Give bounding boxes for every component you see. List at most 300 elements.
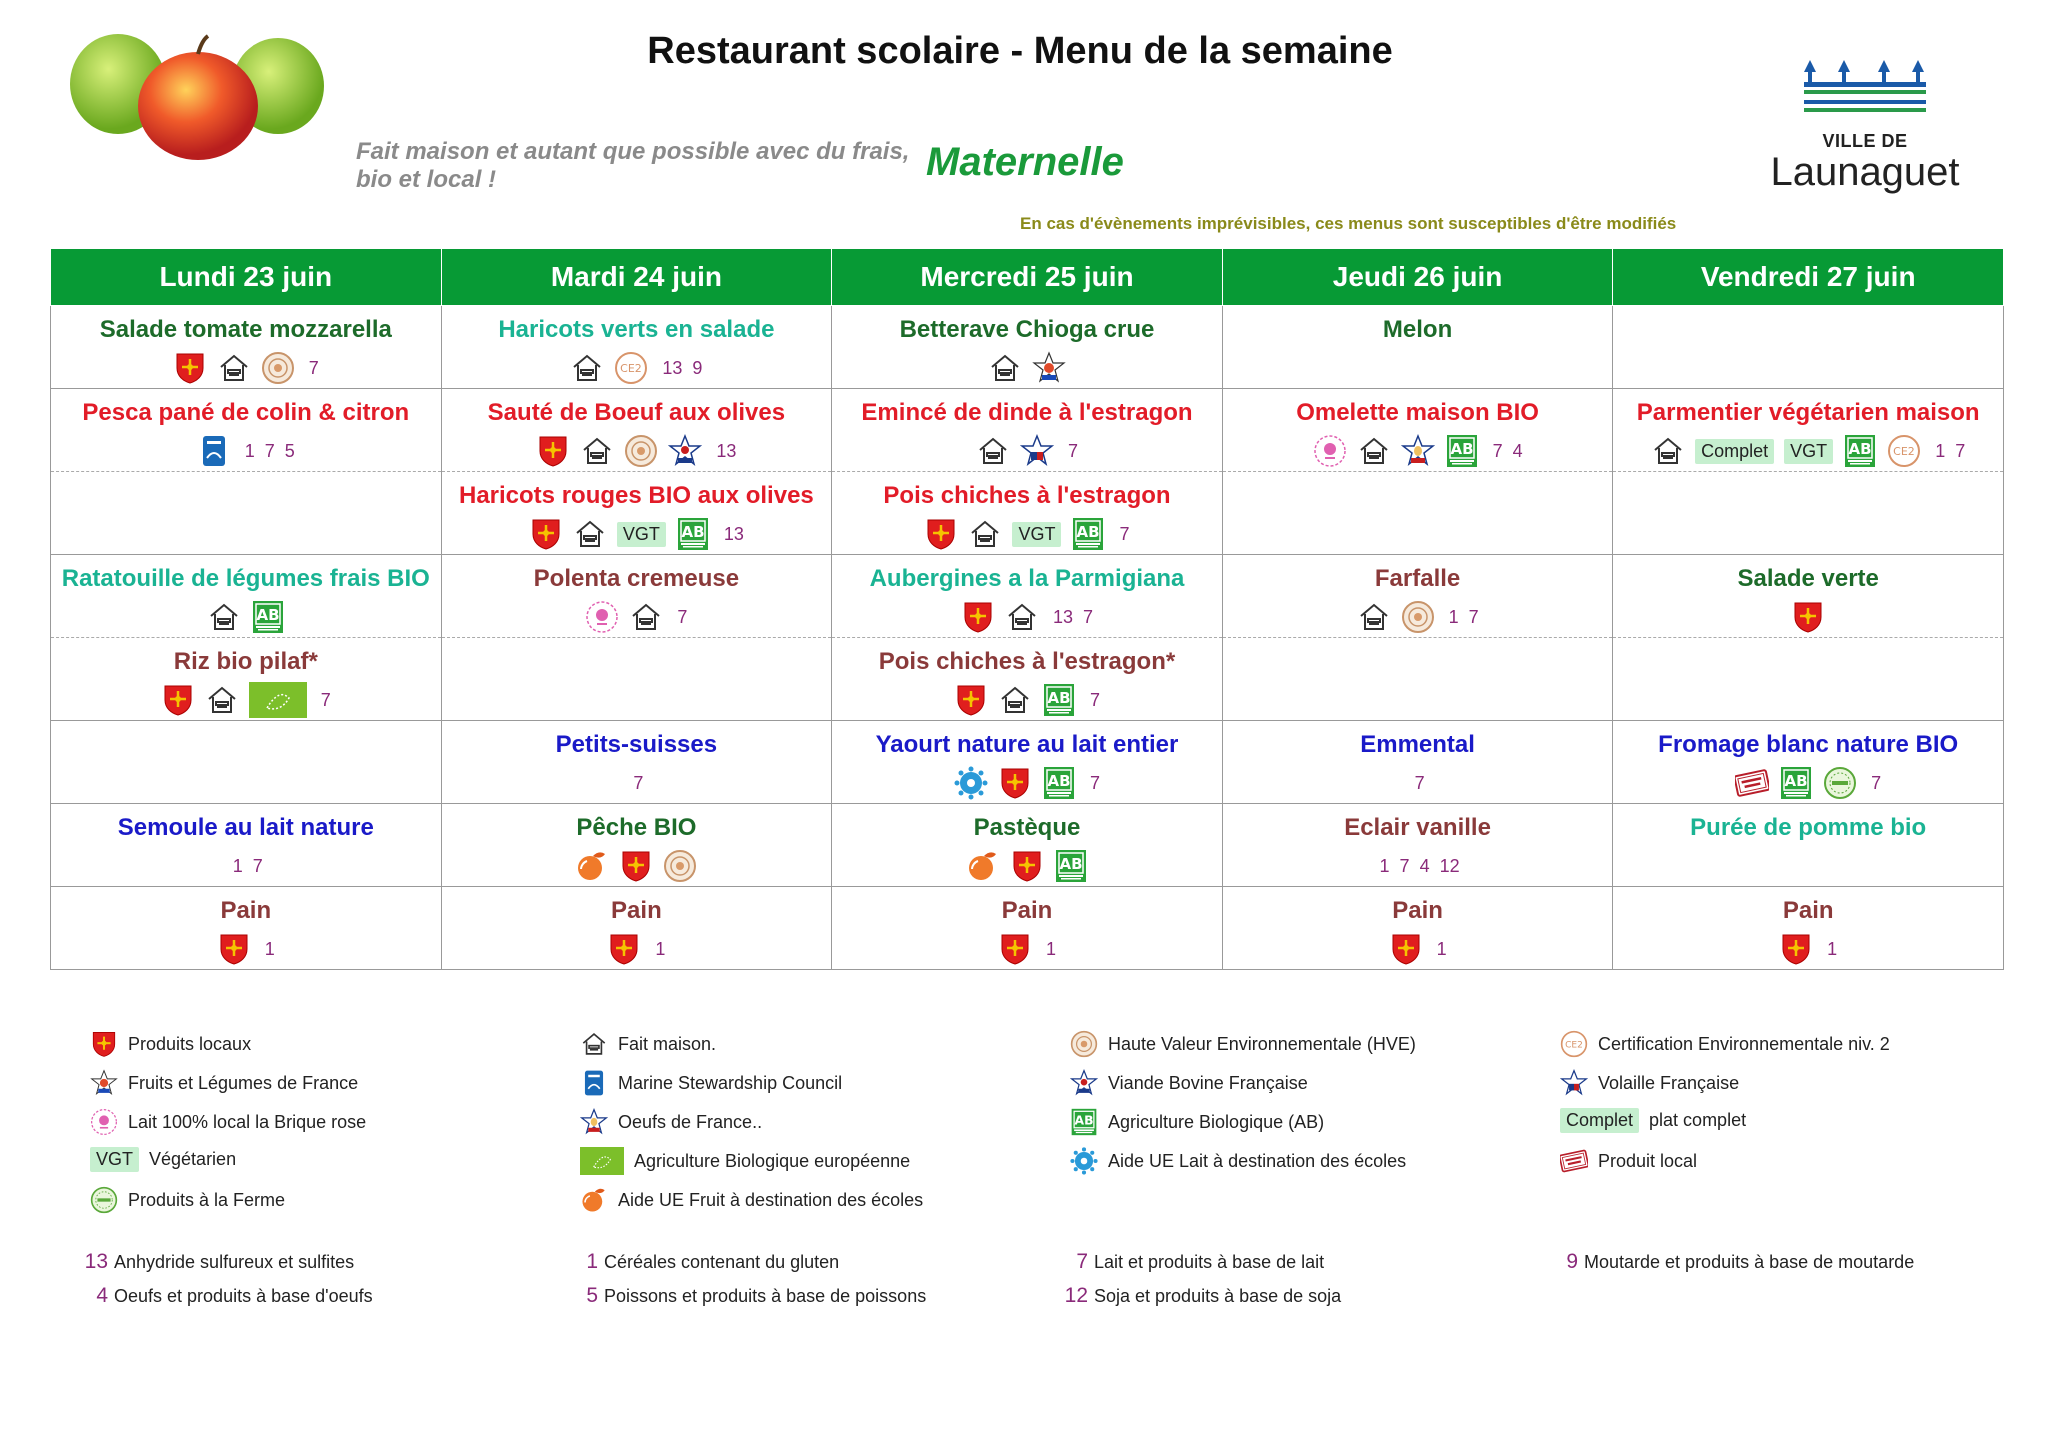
- legend-item: [90, 1108, 366, 1136]
- menu-cell: [1222, 638, 1613, 721]
- vgt-tag: VGT: [1784, 439, 1833, 464]
- school-level: Maternelle: [926, 140, 1124, 184]
- dish-name: Pois chiches à l'estragon: [883, 482, 1171, 509]
- svg-text:AB: AB: [1784, 772, 1808, 790]
- eu-organic-leaf-icon: [580, 1147, 624, 1175]
- dish-name: Salade verte: [1737, 565, 1879, 592]
- complet-tag: Complet: [1695, 439, 1774, 464]
- allergen-legend-item: [1554, 1250, 1914, 1274]
- dish-labels: [1613, 763, 2003, 803]
- allergen-legend-item: [574, 1250, 839, 1274]
- allergen-number: 1: [586, 1250, 598, 1273]
- dish-labels: [1613, 846, 2003, 886]
- allergen-legend-item: [84, 1250, 354, 1274]
- aide-fruit-icon: [580, 1186, 608, 1214]
- menu-cell: [832, 638, 1223, 721]
- dish-name: Salade tomate mozzarella: [99, 316, 392, 343]
- allergen-codes: 7: [677, 606, 688, 627]
- menu-row: [51, 804, 2004, 887]
- legend-label: Fruits et Légumes de France: [128, 1072, 359, 1093]
- menu-row: [51, 721, 2004, 804]
- allergen-label: Poissons et produits à base de poissons: [604, 1285, 927, 1306]
- dish-labels: [1223, 348, 1613, 388]
- dish-labels: [1223, 846, 1613, 886]
- dish-labels: [1223, 763, 1613, 803]
- menu-cell: [441, 472, 832, 555]
- menu-cell: [832, 472, 1223, 555]
- legend-item: [90, 1186, 285, 1214]
- hve-icon: [261, 351, 295, 385]
- vgt-tag: VGT: [1012, 522, 1061, 547]
- legend-label: Volaille Française: [1598, 1072, 1740, 1093]
- dish-name: Pesca pané de colin & citron: [82, 399, 410, 426]
- ab-icon: [1071, 517, 1105, 551]
- dish-name: Farfalle: [1374, 565, 1461, 592]
- castle-icon: [1802, 58, 1928, 122]
- menu-cell: [441, 555, 832, 638]
- legend-item: [580, 1147, 910, 1175]
- ce2-icon: [614, 351, 648, 385]
- menu-cell: [51, 555, 442, 638]
- allergen-codes: 13 9: [662, 357, 703, 378]
- allergen-codes: 7: [1119, 523, 1130, 544]
- dish-labels: [1613, 929, 2003, 969]
- legend-item: [1560, 1030, 1890, 1058]
- fait-maison-icon: [1651, 434, 1685, 468]
- dish-name: Fromage blanc nature BIO: [1658, 731, 1959, 758]
- legend-item: [580, 1069, 842, 1097]
- dish-labels: [442, 763, 832, 803]
- allergen-codes: 13: [723, 523, 744, 544]
- menu-cell: [441, 638, 832, 721]
- dish-name: Aubergines a la Parmigiana: [869, 565, 1185, 592]
- local-icon: [173, 351, 207, 385]
- day-header: Lundi 23 juin: [51, 249, 442, 306]
- menu-cell: [1613, 887, 2004, 970]
- dish-name: Pain: [220, 897, 272, 924]
- msc-icon: [197, 434, 231, 468]
- produit-local-icon: [1735, 766, 1769, 800]
- menu-cell: [1613, 306, 2004, 389]
- dish-labels: [1223, 431, 1613, 471]
- dish-labels: [442, 846, 832, 886]
- allergen-codes: 1 7 5: [244, 440, 295, 461]
- allergen-codes: 7 4: [1492, 440, 1523, 461]
- allergen-label: Moutarde et produits à base de moutarde: [1584, 1251, 1915, 1272]
- allergen-codes: 7: [1414, 772, 1425, 793]
- dish-labels: [832, 929, 1222, 969]
- dish-labels: [442, 929, 832, 969]
- legend-label: Agriculture Biologique européenne: [634, 1150, 911, 1171]
- ferme-icon: [1823, 766, 1857, 800]
- menu-cell: [1613, 721, 2004, 804]
- menu-cell: [832, 389, 1223, 472]
- menu-cell: [1222, 389, 1613, 472]
- legend-item: [1560, 1108, 1746, 1133]
- menu-row: [51, 638, 2004, 721]
- svg-text:CE2: CE2: [1893, 445, 1916, 458]
- dish-labels: [1613, 431, 2003, 471]
- dish-labels: [832, 514, 1222, 554]
- local-icon: [998, 766, 1032, 800]
- legend-label: Marine Stewardship Council: [618, 1072, 843, 1093]
- menu-cell: [441, 721, 832, 804]
- menu-row: [51, 555, 2004, 638]
- legend-item: [580, 1186, 923, 1214]
- menu-row: [51, 306, 2004, 389]
- volaille-france-icon: [1560, 1069, 1588, 1097]
- lait-local-icon: [1313, 434, 1347, 468]
- menu-cell: [1222, 804, 1613, 887]
- allergen-legend-item: [574, 1284, 926, 1308]
- oeufs-france-icon: [580, 1108, 608, 1136]
- allergen-codes: 1: [1827, 938, 1838, 959]
- legend-label: Oeufs de France..: [618, 1111, 763, 1132]
- ab-icon: [251, 600, 285, 634]
- ce2-icon: [1560, 1030, 1588, 1058]
- svg-text:AB: AB: [1076, 523, 1101, 541]
- aide-lait-icon: [1070, 1147, 1098, 1175]
- menu-cell: [1613, 389, 2004, 472]
- ab-icon: [1843, 434, 1877, 468]
- legend-item: [1070, 1108, 1324, 1136]
- legend-item: [1070, 1147, 1406, 1175]
- fruits-france-icon: [1032, 351, 1066, 385]
- local-icon: [998, 932, 1032, 966]
- svg-text:AB: AB: [1450, 440, 1474, 458]
- local-icon: [161, 683, 195, 717]
- dish-labels: [1613, 597, 2003, 637]
- dish-labels: [51, 597, 441, 637]
- fait-maison-icon: [217, 351, 251, 385]
- legend-item: [90, 1030, 251, 1058]
- allergen-codes: 1 7 4 12: [1379, 855, 1460, 876]
- lait-local-icon: [585, 600, 619, 634]
- allergen-codes: 13 7: [1052, 606, 1093, 627]
- dish-name: Polenta cremeuse: [533, 565, 740, 592]
- dish-name: Pain: [1782, 897, 1834, 924]
- aide-fruit-icon: [575, 849, 609, 883]
- menu-cell: [1222, 721, 1613, 804]
- dish-name: Pain: [611, 897, 662, 924]
- day-header: Mardi 24 juin: [441, 249, 832, 306]
- allergen-codes: 7: [1067, 440, 1078, 461]
- hve-icon: [663, 849, 697, 883]
- legend-label: Agriculture Biologique (AB): [1108, 1111, 1325, 1132]
- legend-item: [1560, 1147, 1697, 1175]
- allergen-number: 12: [1064, 1284, 1088, 1307]
- fait-maison-icon: [205, 683, 239, 717]
- menu-cell: [832, 804, 1223, 887]
- legend-item: [1070, 1030, 1416, 1058]
- dish-name: Emincé de dinde à l'estragon: [861, 399, 1193, 426]
- dish-name: Haricots verts en salade: [498, 316, 775, 343]
- local-icon: [924, 517, 958, 551]
- menu-cell: [1613, 555, 2004, 638]
- fait-maison-icon: [1357, 434, 1391, 468]
- local-icon: [619, 849, 653, 883]
- dish-labels: [442, 348, 832, 388]
- allergen-codes: 1: [1045, 938, 1056, 959]
- legend-label: Produits à la Ferme: [128, 1189, 286, 1210]
- fait-maison-icon: [968, 517, 1002, 551]
- dish-name: Betterave Chioga crue: [899, 316, 1155, 343]
- ab-icon: [1054, 849, 1088, 883]
- oeufs-france-icon: [1401, 434, 1435, 468]
- menu-cell: [51, 306, 442, 389]
- menu-cell: [832, 721, 1223, 804]
- fruits-france-icon: [90, 1069, 118, 1097]
- logo-ville: VILLE DE: [1822, 131, 1908, 151]
- allergen-codes: 7: [1089, 772, 1100, 793]
- ab-icon: [1070, 1108, 1098, 1136]
- hve-icon: [624, 434, 658, 468]
- dish-name: Semoule au lait nature: [117, 814, 374, 841]
- dish-name: Petits-suisses: [555, 731, 718, 758]
- allergen-codes: 7: [320, 689, 331, 710]
- local-icon: [217, 932, 251, 966]
- svg-text:AB: AB: [1074, 1113, 1094, 1128]
- svg-text:AB: AB: [256, 606, 280, 624]
- produit-local-icon: [1560, 1147, 1588, 1175]
- hve-icon: [1070, 1030, 1098, 1058]
- dish-name: Ratatouille de légumes frais BIO: [61, 565, 430, 592]
- ferme-icon: [90, 1186, 118, 1214]
- menu-cell: [1222, 306, 1613, 389]
- allergen-number: 7: [1076, 1250, 1088, 1273]
- local-icon: [1010, 849, 1044, 883]
- dish-labels: [832, 348, 1222, 388]
- menu-cell: [441, 804, 832, 887]
- fait-maison-icon: [580, 434, 614, 468]
- dish-labels: [832, 763, 1222, 803]
- fait-maison-icon: [1357, 600, 1391, 634]
- allergen-label: Soja et produits à base de soja: [1094, 1285, 1342, 1306]
- legend-label: plat complet: [1649, 1110, 1747, 1130]
- dish-labels: [832, 597, 1222, 637]
- dish-name: Omelette maison BIO: [1296, 399, 1539, 426]
- legend-item: [580, 1030, 716, 1058]
- dish-name: Emmental: [1360, 731, 1475, 758]
- menu-row: [51, 887, 2004, 970]
- dish-name: Pain: [1001, 897, 1053, 924]
- fait-maison-icon: [629, 600, 663, 634]
- local-icon: [529, 517, 563, 551]
- fait-maison-icon: [207, 600, 241, 634]
- vgt-tag: VGT: [617, 522, 666, 547]
- legend-label: Haute Valeur Environnementale (HVE): [1108, 1033, 1416, 1054]
- dish-name: Purée de pomme bio: [1690, 814, 1927, 841]
- legend-label: Lait 100% local la Brique rose: [128, 1111, 367, 1132]
- town-logo: [1760, 58, 1970, 194]
- dish-name: Eclair vanille: [1344, 814, 1491, 841]
- dish-name: Haricots rouges BIO aux olives: [458, 482, 814, 509]
- dish-labels: [442, 597, 832, 637]
- ab-icon: [676, 517, 710, 551]
- allergen-codes: 1: [1436, 938, 1447, 959]
- legend-label: Végétarien: [149, 1149, 237, 1169]
- menu-cell: [1222, 555, 1613, 638]
- menu-cell: [1222, 472, 1613, 555]
- local-icon: [536, 434, 570, 468]
- allergen-codes: 7: [308, 357, 319, 378]
- vgt-tag: VGT: [90, 1147, 139, 1172]
- allergen-codes: 7: [1089, 689, 1100, 710]
- dish-labels: [1223, 929, 1613, 969]
- local-icon: [90, 1030, 118, 1058]
- fait-maison-icon: [998, 683, 1032, 717]
- local-icon: [961, 600, 995, 634]
- menu-cell: [1613, 638, 2004, 721]
- menu-table: [50, 248, 2004, 970]
- dish-labels: [51, 929, 441, 969]
- ab-icon: [1445, 434, 1479, 468]
- menu-cell: [832, 887, 1223, 970]
- dish-name: Riz bio pilaf*: [173, 648, 318, 675]
- menu-cell: [1613, 804, 2004, 887]
- legend-item: [90, 1147, 236, 1172]
- day-header: Vendredi 27 juin: [1613, 249, 2004, 306]
- allergen-codes: 1: [264, 938, 275, 959]
- menu-cell: [832, 555, 1223, 638]
- complet-tag: Complet: [1560, 1108, 1639, 1133]
- menu-cell: [1222, 887, 1613, 970]
- lait-local-icon: [90, 1108, 118, 1136]
- ab-icon: [1042, 766, 1076, 800]
- legend-item: [1070, 1069, 1308, 1097]
- allergen-label: Céréales contenant du gluten: [604, 1251, 840, 1272]
- menu-cell: [51, 721, 442, 804]
- allergen-label: Oeufs et produits à base d'oeufs: [114, 1285, 373, 1306]
- dish-name: Pastèque: [973, 814, 1081, 841]
- menu-cell: [51, 389, 442, 472]
- menu-cell: [441, 887, 832, 970]
- menu-row: [51, 389, 2004, 472]
- legend-label: Certification Environnementale niv. 2: [1598, 1033, 1890, 1054]
- ab-icon: [1779, 766, 1813, 800]
- legend-label: Produit local: [1598, 1150, 1698, 1171]
- menu-cell: [1613, 472, 2004, 555]
- dish-labels: [832, 680, 1222, 720]
- fait-maison-icon: [573, 517, 607, 551]
- allergen-legend-item: [1064, 1250, 1324, 1274]
- legend-item: [1560, 1069, 1739, 1097]
- menu-cell: [51, 472, 442, 555]
- dish-name: Yaourt nature au lait entier: [875, 731, 1179, 758]
- menu-row: [51, 472, 2004, 555]
- allergen-codes: 13: [716, 440, 737, 461]
- dish-name: Pêche BIO: [576, 814, 697, 841]
- svg-text:AB: AB: [1047, 689, 1071, 707]
- local-icon: [1791, 600, 1825, 634]
- dish-name: Melon: [1382, 316, 1453, 343]
- allergen-codes: 1: [655, 938, 666, 959]
- fait-maison-icon: [1005, 600, 1039, 634]
- allergen-legend-item: [84, 1284, 373, 1308]
- dish-name: Pois chiches à l'estragon*: [878, 648, 1176, 675]
- viande-france-icon: [668, 434, 702, 468]
- eu-organic-leaf-icon: [249, 682, 307, 718]
- menu-cell: [441, 306, 832, 389]
- tagline: Fait maison et autant que possible avec du frais, bio et local !: [356, 138, 910, 193]
- fait-maison-icon: [570, 351, 604, 385]
- menu-cell: [51, 638, 442, 721]
- volaille-france-icon: [1020, 434, 1054, 468]
- allergen-codes: 1 7: [1935, 440, 1966, 461]
- svg-text:CE2: CE2: [1565, 1040, 1583, 1051]
- logo-town: Launaguet: [1770, 150, 1960, 194]
- ab-icon: [1042, 683, 1076, 717]
- legend-label: Aide UE Fruit à destination des écoles: [618, 1189, 924, 1210]
- menu-cell: [832, 306, 1223, 389]
- legend-label: Fait maison.: [618, 1033, 717, 1054]
- dish-labels: [51, 431, 441, 471]
- ce2-icon: [1887, 434, 1921, 468]
- day-header: Mercredi 25 juin: [832, 249, 1223, 306]
- local-icon: [954, 683, 988, 717]
- legend-label: Produits locaux: [128, 1033, 252, 1054]
- aide-fruit-icon: [966, 849, 1000, 883]
- local-icon: [1779, 932, 1813, 966]
- dish-labels: [51, 680, 441, 720]
- dish-labels: [442, 514, 832, 554]
- allergen-codes: 1 7: [232, 855, 263, 876]
- legend-item: [580, 1108, 762, 1136]
- allergen-number: 9: [1566, 1250, 1578, 1273]
- notice: En cas d'évènements imprévisibles, ces menus sont susceptibles d'être modifiés: [1020, 214, 1677, 233]
- allergen-legend-item: [1064, 1284, 1341, 1308]
- svg-text:AB: AB: [1047, 772, 1071, 790]
- dish-name: Pain: [1392, 897, 1443, 924]
- legend-label: Viande Bovine Française: [1108, 1072, 1308, 1093]
- allergen-number: 5: [586, 1284, 598, 1307]
- allergen-number: 4: [96, 1284, 108, 1307]
- dish-name: Parmentier végétarien maison: [1636, 399, 1980, 426]
- allergen-label: Lait et produits à base de lait: [1094, 1251, 1325, 1272]
- menu-cell: [51, 804, 442, 887]
- apples-illustration: [66, 14, 328, 160]
- aide-lait-icon: [954, 766, 988, 800]
- hve-icon: [1401, 600, 1435, 634]
- dish-labels: [832, 431, 1222, 471]
- menu-cell: [441, 389, 832, 472]
- day-header: Jeudi 26 juin: [1222, 249, 1613, 306]
- dish-name: Sauté de Boeuf aux olives: [487, 399, 786, 426]
- svg-text:CE2: CE2: [620, 362, 643, 375]
- local-icon: [1389, 932, 1423, 966]
- fait-maison-icon: [976, 434, 1010, 468]
- local-icon: [607, 932, 641, 966]
- dish-labels: [442, 431, 832, 471]
- page-title: Restaurant scolaire - Menu de la semaine: [647, 30, 1393, 72]
- fait-maison-icon: [988, 351, 1022, 385]
- dish-labels: [1223, 597, 1613, 637]
- allergen-codes: 1 7: [1448, 606, 1479, 627]
- svg-text:AB: AB: [681, 523, 705, 541]
- fait-maison-icon: [580, 1030, 608, 1058]
- svg-text:AB: AB: [1848, 440, 1872, 458]
- dish-labels: [832, 846, 1222, 886]
- dish-labels: [51, 846, 441, 886]
- legend-item: [90, 1069, 358, 1097]
- svg-text:AB: AB: [1059, 855, 1083, 873]
- menu-cell: [51, 887, 442, 970]
- allergen-codes: 7: [633, 772, 644, 793]
- dish-labels: [51, 348, 441, 388]
- legend-label: Aide UE Lait à destination des écoles: [1108, 1150, 1407, 1171]
- allergen-codes: 7: [1871, 772, 1882, 793]
- viande-france-icon: [1070, 1069, 1098, 1097]
